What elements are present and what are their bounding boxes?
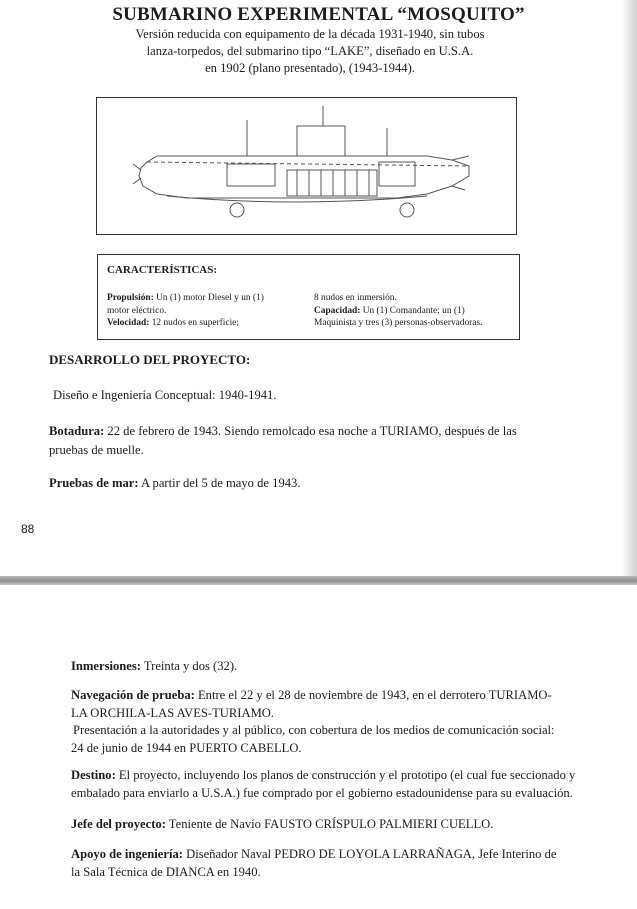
- jefe-paragraph: [71, 816, 493, 834]
- capacidad-value: Un (1) Comandante; un (1): [360, 305, 465, 316]
- engine-section: [227, 164, 275, 186]
- subtitle-line-2: lanza-torpedos, del submarino tipo “LAKE”, diseñado en U.S.A.: [146, 44, 474, 58]
- destino-label: Destino:: [71, 768, 116, 782]
- capacidad-value-2: Maquinista y tres (3) personas-observadoras.: [314, 318, 483, 328]
- hull-outline: [139, 156, 469, 198]
- navegacion-text-2: LA ORCHILA-LAS AVES-TURIAMO.: [71, 705, 275, 720]
- destino-text-2: embalado para enviarlo a U.S.A.) fue comprado por el gobierno estadounidense para su evaluación.: [71, 785, 573, 800]
- page-edge-shadow: [621, 0, 637, 576]
- capacidad-line: [314, 305, 514, 318]
- conning-tower: [297, 126, 345, 156]
- page-subtitle: [95, 26, 525, 77]
- presentacion-line-2: 24 de junio de 1944 en PUERTO CABELLO.: [71, 740, 302, 755]
- specs-left-column: [107, 292, 307, 330]
- botadura-paragraph: [49, 422, 579, 460]
- inmersiones-paragraph: [71, 658, 237, 676]
- specs-right-column: [314, 292, 514, 330]
- velocidad-value-2: 8 nudos en inmersión.: [314, 293, 397, 303]
- propulsion-value: Un (1) motor Diesel y un (1): [153, 293, 264, 303]
- inmersiones-text: Treinta y dos (32).: [140, 659, 238, 673]
- destino-text: El proyecto, incluyendo los planos de construcción y el prototipo (el cual fue seccionado y: [115, 768, 576, 782]
- inmersiones-label: Inmersiones:: [71, 659, 141, 673]
- design-line: Diseño e Ingeniería Conceptual: 1940-1941.: [53, 388, 277, 402]
- pruebas-label: Pruebas de mar:: [49, 476, 139, 490]
- wheel-rear: [400, 203, 414, 217]
- battery-section: [287, 170, 377, 196]
- propulsion-label: Propulsión:: [107, 293, 154, 303]
- pruebas-text: A partir del 5 de mayo de 1943.: [138, 476, 301, 490]
- presentacion-line-1: Presentación a la autoridades y al público, con cobertura de los medios de comunicación social:: [73, 723, 555, 737]
- deck-line: [147, 162, 469, 166]
- pruebas-paragraph: [49, 474, 300, 493]
- page-divider: [0, 576, 637, 585]
- subtitle-line-3: en 1902 (plano presentado), (1943-1944).: [205, 61, 415, 75]
- propulsion-value-2: motor eléctrico.: [107, 305, 167, 316]
- apoyo-text: Diseñador Naval PEDRO DE LOYOLA LARRAÑAGA, Jefe Interino de: [182, 847, 557, 861]
- navegacion-label: Navegación de prueba:: [71, 688, 195, 702]
- page-number: 88: [21, 522, 35, 536]
- velocidad-value: 12 nudos en superficie;: [149, 318, 239, 328]
- botadura-text: 22 de febrero de 1943. Siendo remolcado esa noche a TURIAMO, después de las: [104, 424, 517, 438]
- velocidad-line: [107, 317, 307, 330]
- characteristics-heading: CARACTERÍSTICAS:: [107, 264, 218, 276]
- jefe-text: Teniente de Navío FAUSTO CRÍSPULO PALMIERI CUELLO.: [165, 817, 494, 831]
- jefe-label: Jefe del proyecto:: [71, 817, 166, 831]
- submarine-blueprint-image: [97, 98, 515, 233]
- capacidad-label: Capacidad:: [314, 305, 361, 316]
- subtitle-line-1: Versión reducida con equipamento de la década 1931-1940, sin tubos: [135, 27, 485, 41]
- submarine-drawing-frame: [96, 97, 517, 235]
- apoyo-label: Apoyo de ingeniería:: [71, 847, 183, 861]
- apoyo-paragraph: [71, 846, 606, 881]
- velocidad-label: Velocidad:: [107, 318, 150, 328]
- characteristics-box: [97, 254, 520, 340]
- development-heading: DESARROLLO DEL PROYECTO:: [49, 352, 251, 367]
- propulsion-line: [107, 292, 307, 305]
- destino-paragraph: [71, 767, 606, 802]
- navegacion-paragraph: [71, 687, 601, 757]
- keel-line: [167, 196, 427, 202]
- botadura-label: Botadura:: [49, 424, 105, 438]
- navegacion-text: Entre el 22 y el 28 de noviembre de 1943, en el derrotero TURIAMO-: [194, 688, 552, 702]
- page-title: SUBMARINO EXPERIMENTAL “MOSQUITO”: [112, 4, 525, 25]
- botadura-text-2: pruebas de muelle.: [49, 443, 144, 457]
- wheel-front: [230, 203, 244, 217]
- apoyo-text-2: la Sala Técnica de DIANCA en 1940.: [71, 864, 261, 879]
